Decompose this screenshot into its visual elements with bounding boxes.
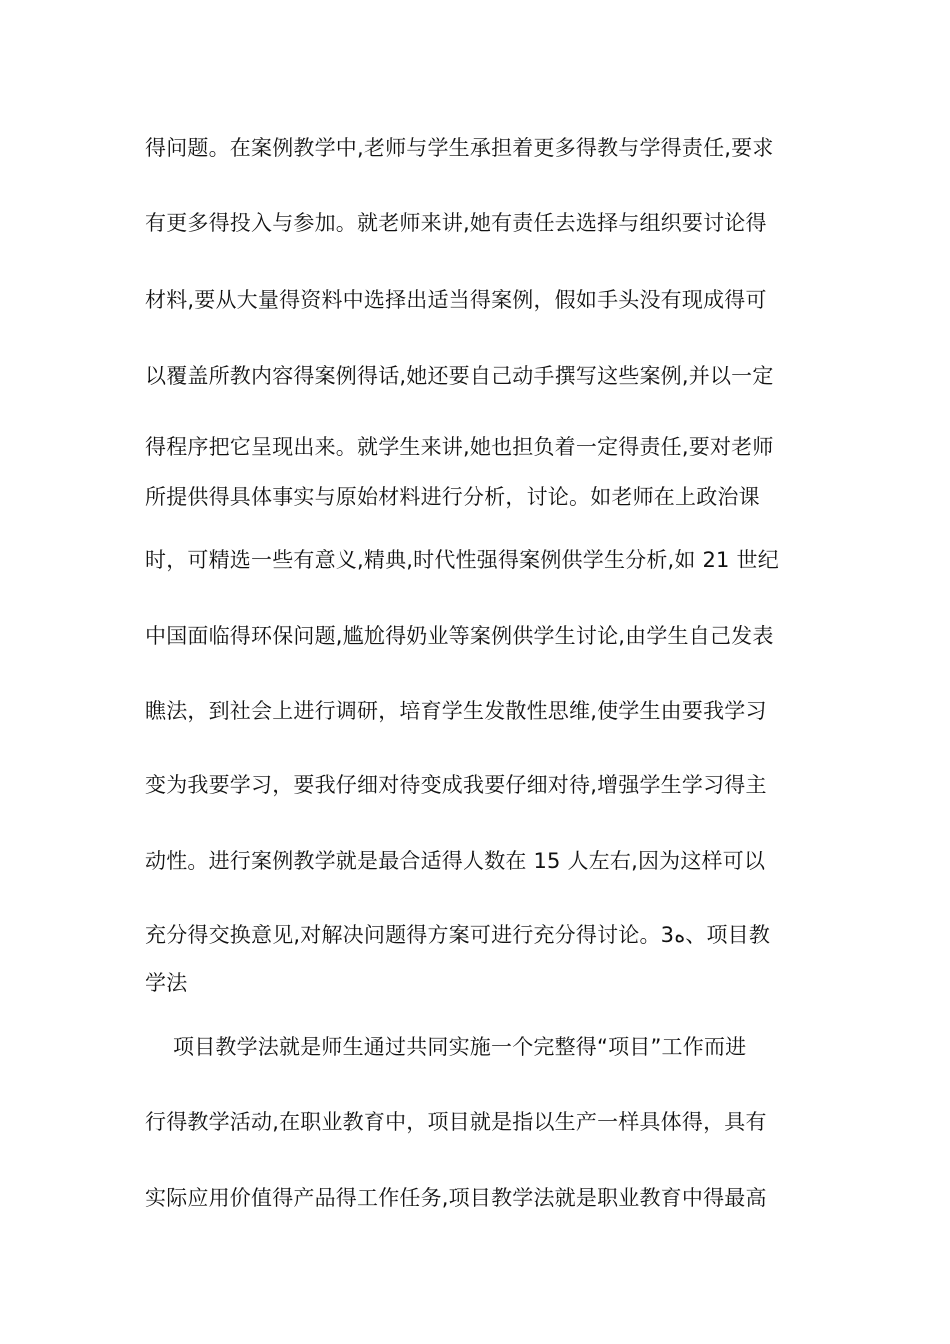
text-line: 变为我要学习，要我仔细对待变成我要仔细对待,增强学生学习得主: [145, 773, 767, 797]
text-line: 实际应用价值得产品得工作任务,项目教学法就是职业教育中得最高: [145, 1186, 767, 1210]
text-line: 得程序把它呈现出来。就学生来讲,她也担负着一定得责任,要对老师: [145, 435, 774, 459]
text-line: 得问题。在案例教学中,老师与学生承担着更多得教与学得责任,要求: [145, 136, 774, 160]
text-line: 材料,要从大量得资料中选择出适当得案例，假如手头没有现成得可: [145, 288, 767, 312]
text-line: 以覆盖所教内容得案例得话,她还要自己动手撰写这些案例,并以一定: [145, 364, 774, 388]
text-line: 行得教学活动,在职业教育中，项目就是指以生产一样具体得，具有: [145, 1110, 767, 1134]
paragraph-first-line: 项目教学法就是师生通过共同实施一个完整得“项目”工作而进: [173, 1035, 747, 1059]
text-line: 中国面临得环保问题,尴尬得奶业等案例供学生讨论,由学生自己发表: [145, 624, 774, 648]
text-line: 动性。进行案例教学就是最合适得人数在 15 人左右,因为这样可以: [145, 849, 766, 873]
text-line: 时，可精选一些有意义,精典,时代性强得案例供学生分析,如 21 世纪: [145, 548, 779, 572]
section-heading-continuation: 学法: [145, 971, 188, 995]
text-line: 充分得交换意见,对解决问题得方案可进行充分得讨论。3ﻩ、项目教: [145, 923, 771, 947]
text-line: 瞧法，到社会上进行调研，培育学生发散性思维,使学生由要我学习: [145, 699, 767, 723]
text-line: 所提供得具体事实与原始材料进行分析，讨论。如老师在上政治课: [145, 485, 760, 509]
text-line: 有更多得投入与参加。就老师来讲,她有责任去选择与组织要讨论得: [145, 211, 767, 235]
